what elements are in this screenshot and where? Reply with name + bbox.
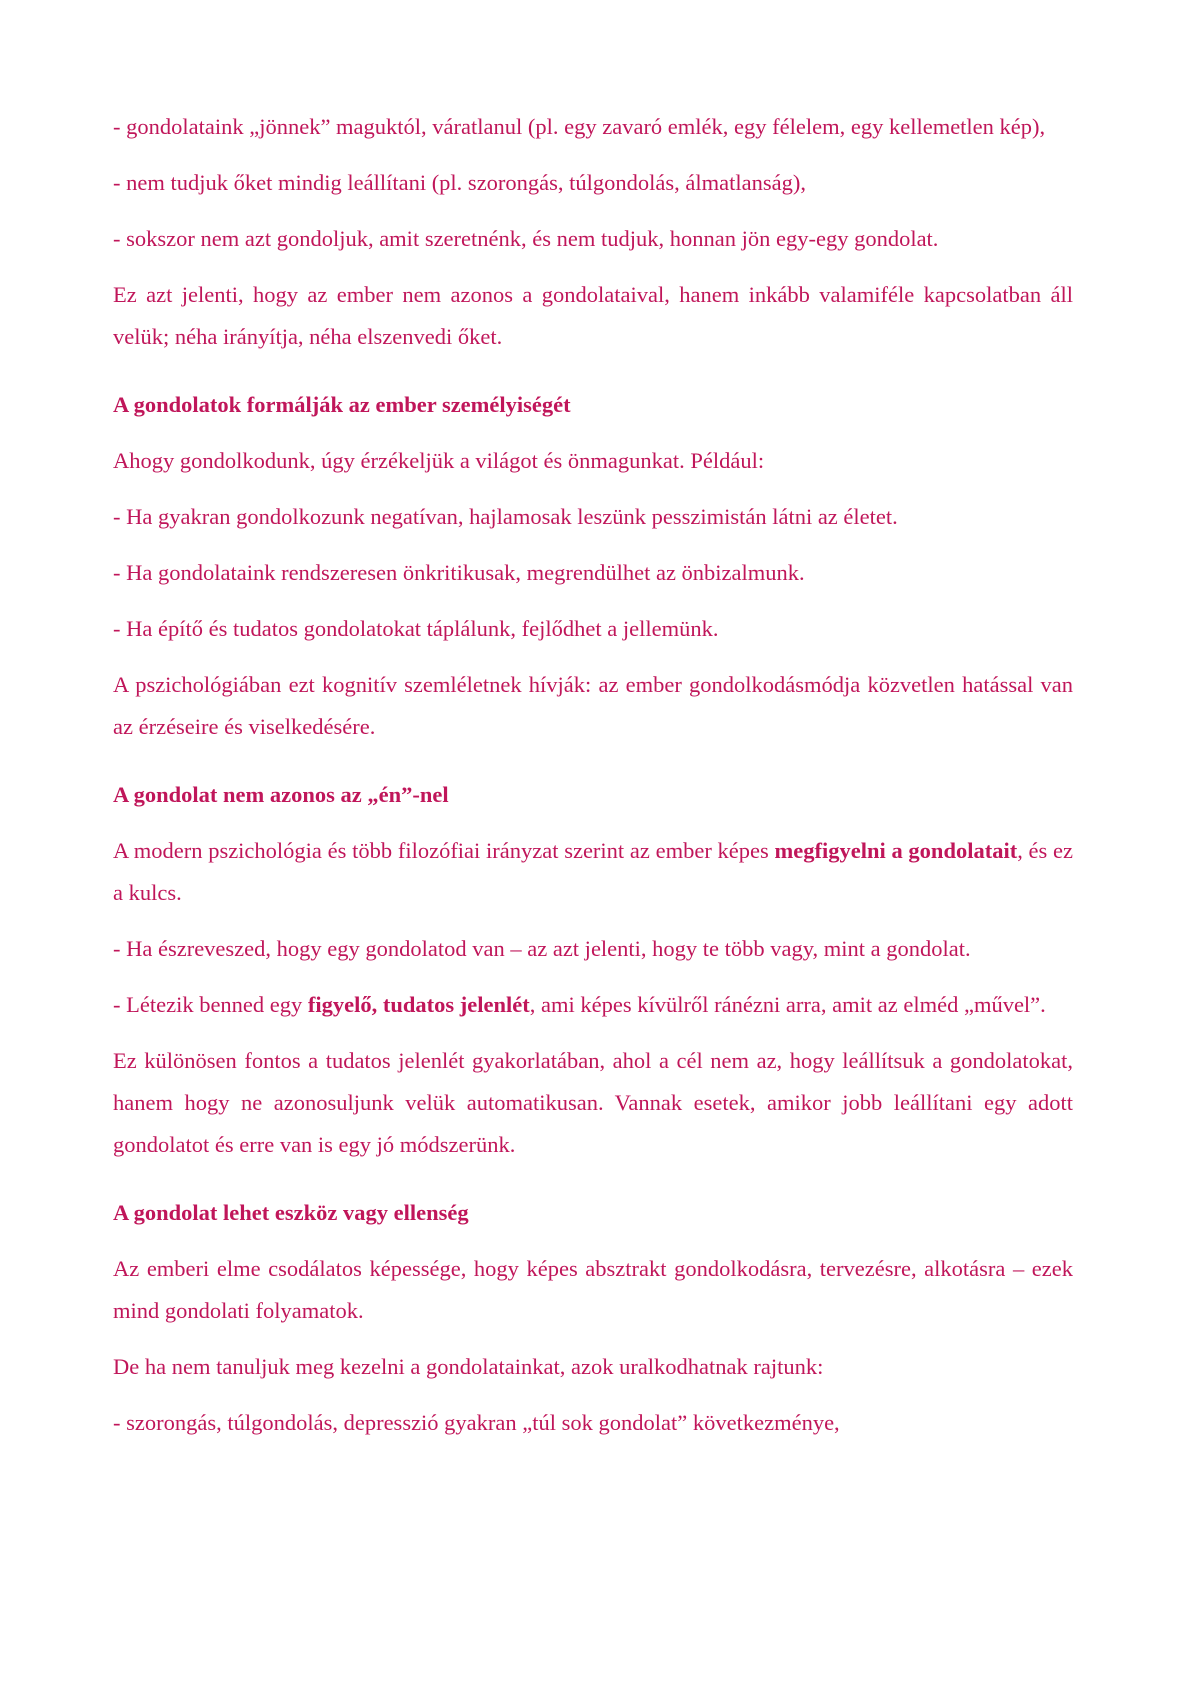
list-item: - Ha építő és tudatos gondolatokat táplálunk, fejlődhet a jellemünk. xyxy=(113,616,719,641)
text-run: , ami képes kívülről ránézni arra, amit az elméd „művel”. xyxy=(529,992,1046,1017)
section-heading: A gondolat lehet eszköz vagy ellenség xyxy=(113,1200,469,1225)
intro-bullet: - sokszor nem azt gondoljuk, amit szeretnénk, és nem tudjuk, honnan jön egy-egy gondolat. xyxy=(113,226,939,251)
list-item: - Ha gyakran gondolkozunk negatívan, hajlamosak leszünk pesszimistán látni az életet. xyxy=(113,504,898,529)
section-heading: A gondolatok formálják az ember személyiségét xyxy=(113,392,571,417)
text-run: A modern pszichológia és több filozófiai irányzat szerint az ember képes xyxy=(113,838,775,863)
section-lead: Ahogy gondolkodunk, úgy érzékeljük a világot és önmagunkat. Például: xyxy=(113,448,765,473)
text-run: - Létezik benned egy xyxy=(113,992,308,1017)
list-item: - Ha gondolataink rendszeresen önkritikusak, megrendülhet az önbizalmunk. xyxy=(113,560,805,585)
list-item: - szorongás, túlgondolás, depresszió gyakran „túl sok gondolat” következménye, xyxy=(113,1410,840,1435)
intro-bullet: - nem tudjuk őket mindig leállítani (pl. szorongás, túlgondolás, álmatlanság), xyxy=(113,170,806,195)
section-paragraph: Az emberi elme csodálatos képessége, hogy képes absztrakt gondolkodásra, tervezésre, alkotásra – ezek mind gondolati folyamatok. xyxy=(113,1256,1073,1323)
document-page xyxy=(113,106,1073,1458)
section-paragraph: Ez különösen fontos a tudatos jelenlét gyakorlatában, ahol a cél nem az, hogy leállítsuk a gondolatokat, hanem hogy ne azonosuljunk velük automatikusan. Vannak esetek, amikor jobb leállítani egy adott gondolatot és erre van is egy jó módszerünk. xyxy=(113,1048,1073,1157)
intro-paragraph: Ez azt jelenti, hogy az ember nem azonos a gondolataival, hanem inkább valamiféle kapcsolatban áll velük; néha irányítja, néha elszenvedi őket. xyxy=(113,282,1073,349)
section-paragraph xyxy=(113,830,1073,914)
section-paragraph: A pszichológiában ezt kognitív szemléletnek hívják: az ember gondolkodásmódja közvetlen hatással van az érzéseire és viselkedésére. xyxy=(113,672,1073,739)
intro-bullet: - gondolataink „jönnek” maguktól, váratlanul (pl. egy zavaró emlék, egy félelem, egy kellemetlen kép), xyxy=(113,114,1046,139)
section-paragraph: De ha nem tanuljuk meg kezelni a gondolatainkat, azok uralkodhatnak rajtunk: xyxy=(113,1354,824,1379)
bold-text: figyelő, tudatos jelenlét xyxy=(307,992,530,1017)
list-item: - Ha észreveszed, hogy egy gondolatod van – az azt jelenti, hogy te több vagy, mint a gondolat. xyxy=(113,936,971,961)
bold-text: megfigyelni a gondolatait xyxy=(774,838,1018,863)
list-item xyxy=(113,984,1073,1026)
section-heading: A gondolat nem azonos az „én”-nel xyxy=(113,782,449,807)
text-run: , és ez a kulcs. xyxy=(113,838,1073,905)
